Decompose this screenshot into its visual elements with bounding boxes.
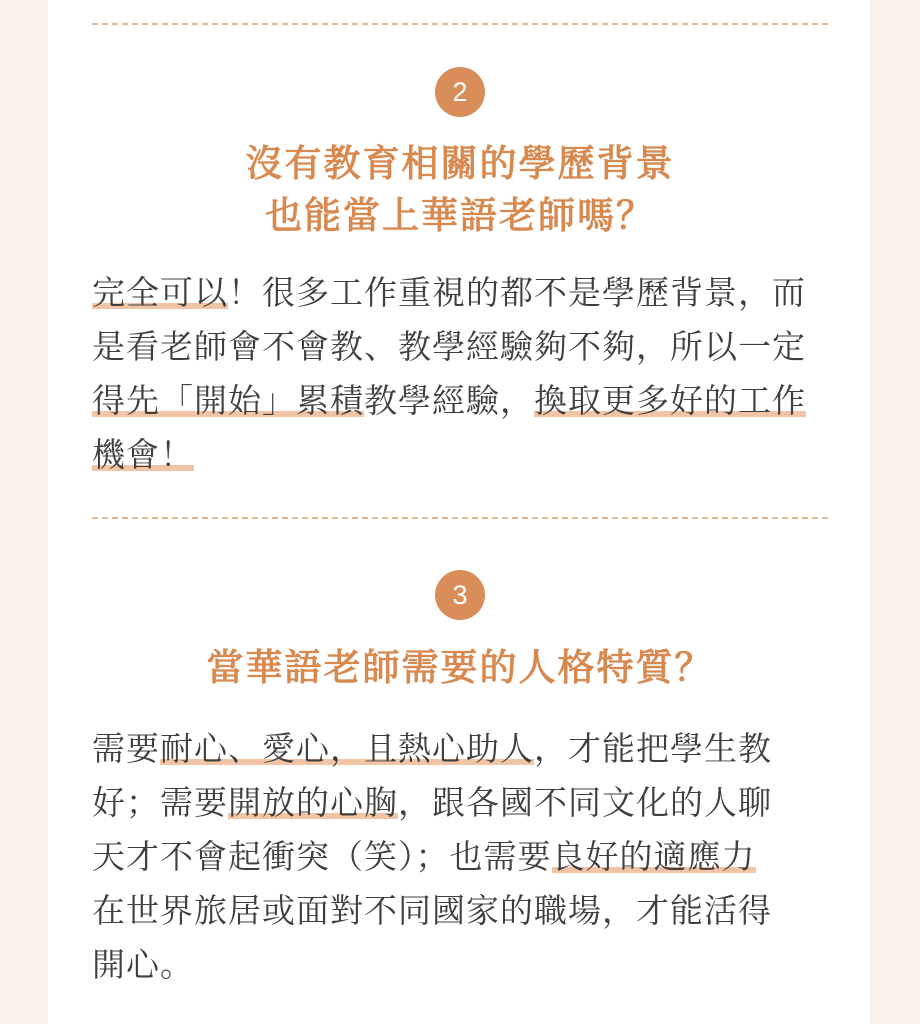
- section-divider: [92, 23, 828, 25]
- body-text: ！很多工作重視的都不是學歷背景，而: [228, 273, 806, 312]
- body-line: [92, 830, 832, 884]
- section-divider: [92, 517, 828, 519]
- body-line: [92, 722, 832, 776]
- highlighted-text: 良好的適應力: [551, 837, 756, 876]
- highlighted-text: 換取更多好的工作: [534, 381, 806, 420]
- body-line: [92, 938, 832, 992]
- body-text: ，才能把學生教: [534, 729, 772, 768]
- highlighted-text: 開放的心胸: [228, 783, 398, 822]
- section-2-title: [92, 138, 828, 242]
- section-2-title-line: 沒有教育相關的學歷背景: [245, 142, 675, 185]
- body-line: [92, 374, 832, 428]
- body-line: [92, 266, 832, 320]
- section-3-title-line: 當華語老師需要的人格特質？: [206, 646, 714, 689]
- body-text: 是看老師會不會教、教學經驗夠不夠，所以一定: [92, 327, 806, 366]
- highlighted-text: 完全可以: [92, 273, 228, 312]
- body-text: 開心。: [92, 945, 194, 984]
- body-text: 在世界旅居或面對不同國家的職場，才能活得: [92, 891, 772, 930]
- section-number-badge: 2: [435, 67, 485, 117]
- body-text: 教學經驗，: [364, 381, 534, 420]
- body-text: 需要: [92, 729, 160, 768]
- highlighted-text: 耐心、愛心，且熱心助人: [160, 729, 534, 768]
- body-text: 天才不會起衝突（笑）；也需要: [92, 837, 552, 876]
- body-line: [92, 884, 832, 938]
- body-text: 好；需要: [92, 783, 228, 822]
- body-text: ，跟各國不同文化的人聊: [398, 783, 772, 822]
- section-2-body: [92, 266, 832, 482]
- section-3-body: [92, 722, 832, 992]
- section-number-badge: 3: [435, 570, 485, 620]
- body-line: [92, 428, 832, 482]
- body-line: [92, 320, 832, 374]
- section-3-title: [92, 642, 828, 694]
- highlighted-text: 得先「開始」累積: [92, 381, 364, 420]
- section-2-title-line: 也能當上華語老師嗎？: [265, 194, 655, 237]
- body-line: [92, 776, 832, 830]
- highlighted-text: 機會！: [92, 435, 194, 474]
